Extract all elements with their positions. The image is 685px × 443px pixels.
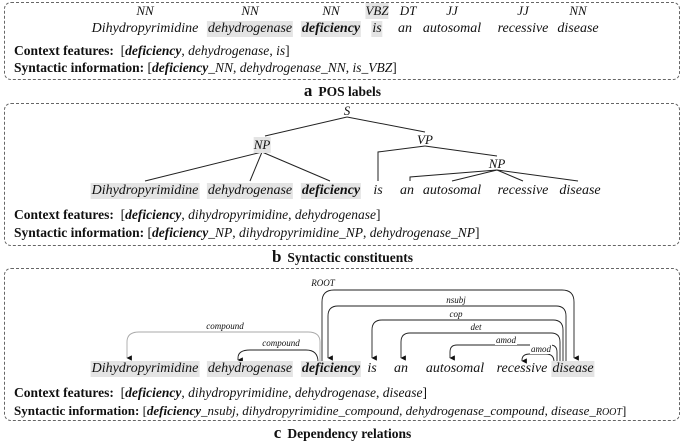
syntactic-word: disease bbox=[551, 403, 590, 418]
pos-tag: DT bbox=[399, 3, 417, 18]
word-target: deficiency bbox=[301, 183, 361, 198]
syntactic-word: dihydropyrimidine bbox=[242, 403, 339, 418]
pos-tag: NN bbox=[322, 3, 340, 18]
caption-letter: b bbox=[271, 247, 282, 266]
syntactic-word: dehydrogenase bbox=[369, 225, 451, 240]
syntactic-label: Syntactic information bbox=[14, 60, 140, 75]
word-target: deficiency bbox=[301, 361, 361, 376]
syntactic-tag: compound bbox=[490, 403, 545, 418]
pos-tag: JJ bbox=[446, 3, 458, 18]
syntactic-word: dehydrogenase bbox=[239, 60, 321, 75]
rel-compound-2: compound bbox=[262, 338, 300, 348]
word: autosomal bbox=[425, 361, 485, 376]
context-item: dehydrogenase bbox=[188, 43, 270, 58]
rel-amod-2: amod bbox=[531, 344, 551, 354]
context-item: deficiency bbox=[125, 43, 182, 58]
syntactic-word: is bbox=[352, 60, 362, 75]
caption-text: Syntactic constituents bbox=[287, 250, 414, 265]
pos-tag: NN bbox=[136, 3, 154, 18]
word: dehydrogenase bbox=[207, 21, 293, 36]
node-vp: VP bbox=[417, 132, 433, 147]
syntactic-tag: VBZ bbox=[368, 60, 393, 75]
caption-letter: c bbox=[273, 423, 282, 442]
syntactic-word: dehydrogenase bbox=[405, 403, 484, 418]
context-label: Context features bbox=[14, 207, 110, 222]
syntactic-info-b: Syntactic information: [deficiency_NP, dihydropyrimidine_NP, dehydrogenase_NP] bbox=[14, 225, 480, 240]
pos-tag: JJ bbox=[517, 3, 529, 18]
syntactic-label: Syntactic information bbox=[14, 403, 135, 418]
syntactic-info-a: Syntactic information: [deficiency_NN, dehydrogenase_NN, is_VBZ] bbox=[14, 60, 397, 75]
context-item: deficiency bbox=[125, 207, 182, 222]
node-np2: NP bbox=[488, 156, 506, 171]
context-features-b: Context features: [deficiency, dihydropyrimidine, dehydrogenase] bbox=[14, 207, 381, 222]
caption-letter: a bbox=[303, 81, 313, 100]
word: Dihydropyrimidine bbox=[91, 361, 199, 376]
rel-cop: cop bbox=[449, 309, 463, 319]
context-item: dehydrogenase bbox=[294, 385, 377, 400]
pos-tag: NN bbox=[241, 3, 259, 18]
context-item: dihydropyrimidine bbox=[188, 385, 289, 400]
caption-c bbox=[0, 423, 685, 443]
context-item: dihydropyrimidine bbox=[188, 207, 289, 222]
context-item: dehydrogenase bbox=[294, 207, 377, 222]
word: an bbox=[400, 183, 414, 198]
syntactic-word: deficiency bbox=[152, 60, 209, 75]
syntactic-word: deficiency bbox=[152, 225, 209, 240]
syntactic-tag: NN bbox=[214, 60, 233, 75]
word: disease bbox=[552, 361, 594, 376]
node-np: NP bbox=[253, 137, 271, 152]
syntactic-info-c: Syntactic information: [deficiency_nsubj, dihydropyrimidine_compound, dehydrogenase_compound, disease_ROOT] bbox=[14, 403, 627, 418]
syntactic-tag: NP bbox=[457, 225, 475, 240]
syntactic-tag: NP bbox=[345, 225, 363, 240]
word: an bbox=[398, 21, 412, 36]
word: is bbox=[373, 183, 383, 198]
syntactic-word: dihydropyrimidine bbox=[238, 225, 339, 240]
word: dehydrogenase bbox=[207, 183, 293, 198]
syntactic-tag: compound bbox=[345, 403, 400, 418]
word: recessive bbox=[497, 183, 549, 198]
syntactic-tag: ROOT bbox=[595, 407, 622, 418]
context-label: Context features bbox=[14, 385, 110, 400]
word: Dihydropyrimidine bbox=[91, 183, 199, 198]
word: Dihydropyrimidine bbox=[91, 21, 199, 36]
rel-root: ROOT bbox=[311, 278, 335, 288]
context-features-c: Context features: [deficiency, dihydropyrimidine, dehydrogenase, disease] bbox=[14, 385, 428, 400]
word: disease bbox=[557, 21, 599, 36]
word: is bbox=[372, 21, 382, 36]
context-features-a: Context features: [deficiency, dehydrogenase, is] bbox=[14, 43, 290, 58]
pos-tag: NN bbox=[569, 3, 587, 18]
caption-text: POS labels bbox=[318, 84, 382, 99]
rel-amod-1: amod bbox=[496, 335, 516, 345]
word: an bbox=[394, 361, 408, 376]
word: disease bbox=[559, 183, 601, 198]
context-item: deficiency bbox=[125, 385, 182, 400]
syntactic-label: Syntactic information bbox=[14, 225, 140, 240]
word-target: deficiency bbox=[301, 21, 361, 36]
context-item: is bbox=[276, 43, 286, 58]
rel-compound-1: compound bbox=[206, 321, 244, 331]
word: recessive bbox=[497, 21, 549, 36]
pos-tag: VBZ bbox=[365, 3, 389, 18]
node-s: S bbox=[343, 103, 351, 118]
word: recessive bbox=[496, 361, 548, 376]
context-label: Context features bbox=[14, 43, 110, 58]
syntactic-word: deficiency bbox=[146, 403, 202, 418]
syntactic-tag: NN bbox=[327, 60, 346, 75]
word: dehydrogenase bbox=[207, 361, 293, 376]
syntactic-tag: NP bbox=[214, 225, 233, 240]
caption-text: Dependency relations bbox=[287, 426, 412, 441]
word: is bbox=[367, 361, 377, 376]
word: autosomal bbox=[422, 183, 482, 198]
syntactic-tag: nsubj bbox=[207, 403, 236, 418]
rel-nsubj: nsubj bbox=[446, 295, 466, 305]
word: autosomal bbox=[422, 21, 482, 36]
context-item: disease bbox=[382, 385, 423, 400]
rel-det: det bbox=[470, 322, 482, 332]
